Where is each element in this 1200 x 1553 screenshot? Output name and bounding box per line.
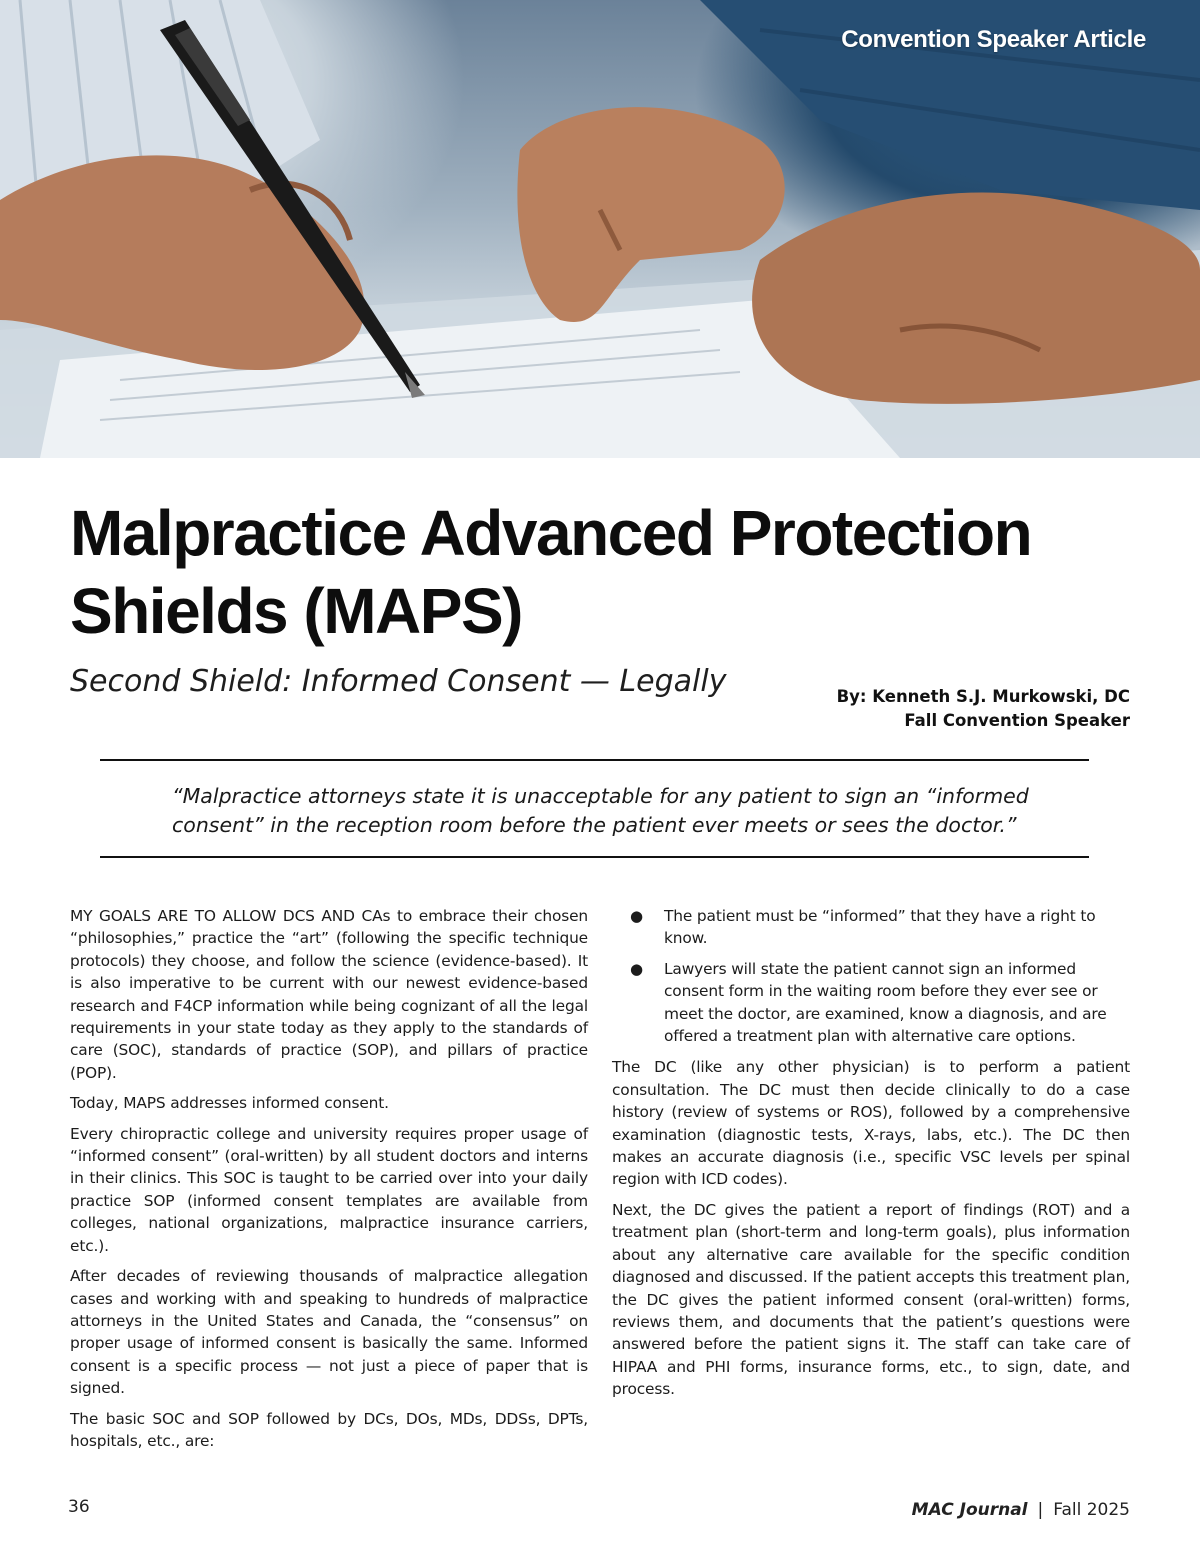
body-paragraph: The basic SOC and SOP followed by DCs, DOs, MDs, DDSs, DPTs, hospitals, etc., are:: [70, 1409, 588, 1450]
pull-quote-rule-bottom: [100, 856, 1089, 858]
bullet-icon: ●: [630, 959, 643, 978]
pull-quote: “Malpractice attorneys state it is unacceptable for any patient to sign an “informed consent” in the reception room before the patient ever meets or sees the doctor.”: [172, 784, 1029, 837]
hero-illustration: [0, 0, 1200, 458]
pull-quote-rule-top: [100, 759, 1089, 761]
footer-separator: |: [1037, 1500, 1044, 1520]
body-column-left: [70, 905, 588, 1460]
list-item-text: Lawyers will state the patient cannot sign an informed consent form in the waiting room before they ever see or meet the doctor, are examined, know a diagnosis, and are offered a treatment plan with alternative care options.: [664, 959, 1107, 1046]
byline: [837, 685, 1130, 733]
body-paragraph: After decades of reviewing thousands of malpractice allegation cases and working with and speaking to hundreds of malpractice attorneys in the United States and Canada, the “consensus” on proper usage of informed consent is basically the same. Informed consent is a specific process — not just a piece of paper that is signed.: [70, 1267, 588, 1398]
list-item: [612, 905, 1130, 950]
list-item-text: The patient must be “informed” that they have a right to know.: [664, 907, 1096, 948]
byline-author: By: Kenneth S.J. Murkowski, DC: [836, 687, 1130, 706]
list-item: [612, 958, 1130, 1048]
body-paragraph: Today, MAPS addresses informed consent.: [70, 1094, 389, 1113]
issue-label: Fall 2025: [1053, 1500, 1130, 1520]
bullet-list: [612, 905, 1130, 1047]
body-paragraph: Every chiropractic college and university requires proper usage of “informed consent” (oral-written) by all student doctors and interns in their clinics. This SOC is taught to be carried over into your daily practice SOP (informed consent templates are available from colleges, national organizations, malpractice insurance carriers, etc.).: [70, 1124, 588, 1255]
body-paragraph: Next, the DC gives the patient a report of findings (ROT) and a treatment plan (short-term and long-term goals), plus information about any alternative care available for the specific condition diagnosed and discussed. If the patient accepts this treatment plan, the DC gives the patient informed consent (oral-written) forms, reviews them, and documents that the patient’s questions were answered before the patient signs it. The staff can take care of HIPAA and PHI forms, insurance forms, etc., to sign, date, and process.: [612, 1200, 1130, 1399]
section-kicker: Convention Speaker Article: [841, 26, 1146, 53]
bullet-icon: ●: [630, 907, 643, 925]
page-number: 36: [68, 1497, 90, 1517]
article-subtitle: Second Shield: Informed Consent — Legally: [70, 664, 727, 699]
body-column-right: [612, 905, 1130, 1409]
body-paragraph: MY GOALS ARE TO ALLOW DCS AND CAs to embrace their chosen “philosophies,” practice the “art” (following the specific technique protocols) they choose, and follow the science (evidence-based). It is also imperative to be current with our newest evidence-based research and F4CP information while being cognizant of all the legal requirements in your state today as they apply to the standards of care (SOC), standards of practice (SOP), and pillars of practice (POP).: [70, 907, 588, 1082]
footer-publication: [912, 1500, 1130, 1520]
journal-name: MAC Journal: [911, 1500, 1028, 1520]
hero-photo: [0, 0, 1200, 458]
byline-role: Fall Convention Speaker: [904, 711, 1130, 730]
article-title: Malpractice Advanced Protection Shields (MAPS): [70, 497, 1032, 647]
body-paragraph: The DC (like any other physician) is to perform a patient consultation. The DC must then decide clinically to do a case history (review of systems or ROS), followed by a comprehensive examination (diagnostic tests, X-rays, labs, etc.). The DC then makes an accurate diagnosis (i.e., specific VSC levels per spinal region with ICD codes).: [612, 1058, 1130, 1189]
